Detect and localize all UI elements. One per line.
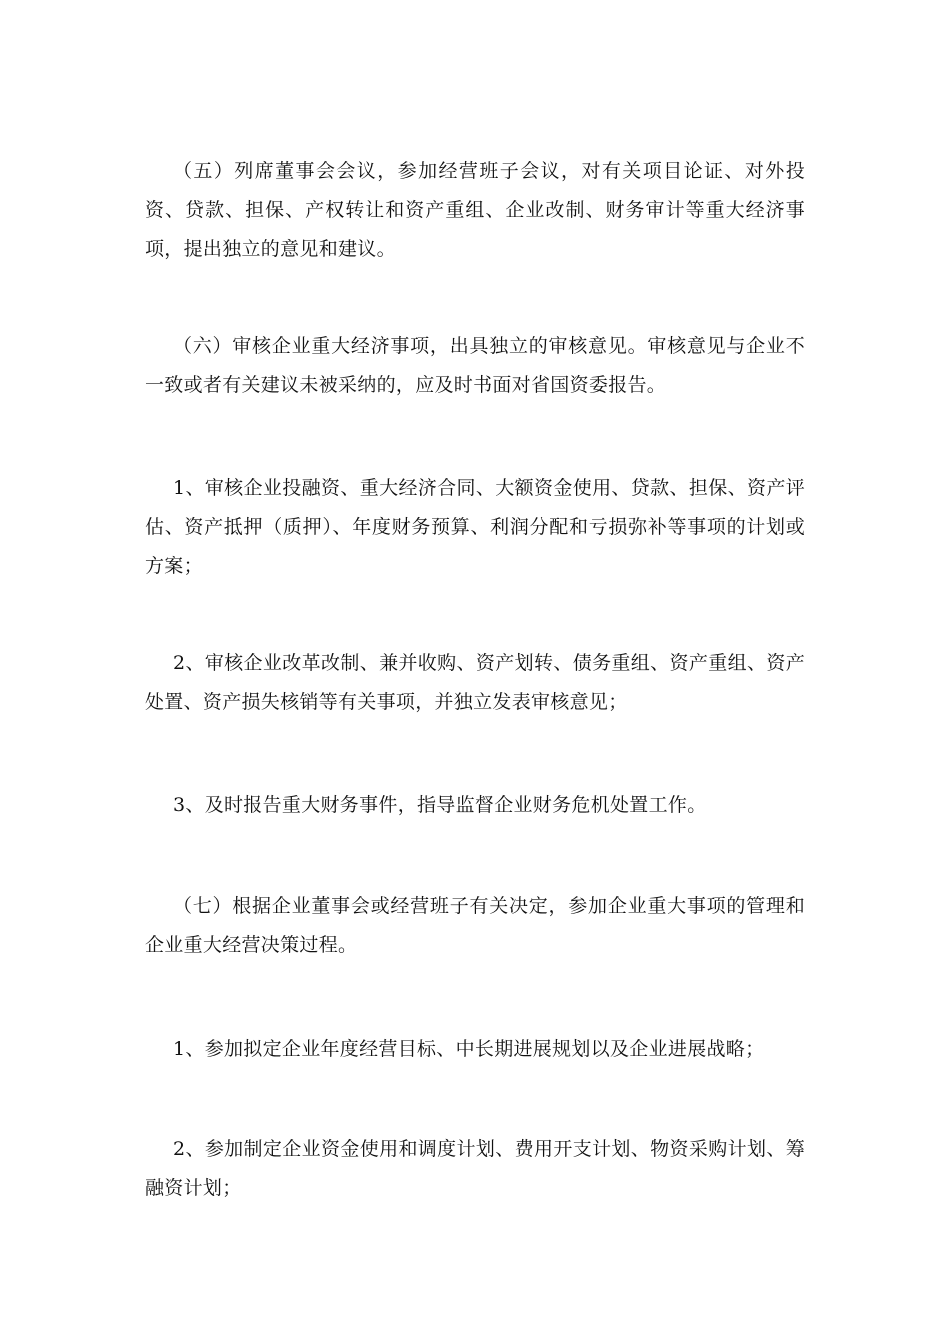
paragraph-5-board-meetings: （五）列席董事会会议，参加经营班子会议，对有关项目论证、对外投资、贷款、担保、产权转让和资产重组、企业改制、财务审计等重大经济事项，提出独立的意见和建议。 (145, 160, 805, 260)
paragraph-7-2-fund-plans: 2、参加制定企业资金使用和调度计划、费用开支计划、物资采购计划、筹融资计划； (145, 1138, 805, 1199)
paragraph-7-participate-management: （七）根据企业董事会或经营班子有关决定，参加企业重大事项的管理和企业重大经营决策过程。 (145, 895, 805, 956)
paragraph-7-1-business-goals: 1、参加拟定企业年度经营目标、中长期进展规划以及企业进展战略； (173, 1038, 765, 1060)
paragraph-6-2-review-reform: 2、审核企业改革改制、兼并收购、资产划转、债务重组、资产重组、资产处置、资产损失核销等有关事项，并独立发表审核意见； (145, 652, 805, 713)
paragraph-6-1-review-financing: 1、审核企业投融资、重大经济合同、大额资金使用、贷款、担保、资产评估、资产抵押（质押）、年度财务预算、利润分配和亏损弥补等事项的计划或方案； (145, 477, 805, 577)
paragraph-6-3-report-events: 3、及时报告重大财务事件，指导监督企业财务危机处置工作。 (173, 794, 707, 816)
paragraph-6-review-major-matters: （六）审核企业重大经济事项，出具独立的审核意见。审核意见与企业不一致或者有关建议未被采纳的，应及时书面对省国资委报告。 (145, 335, 805, 396)
